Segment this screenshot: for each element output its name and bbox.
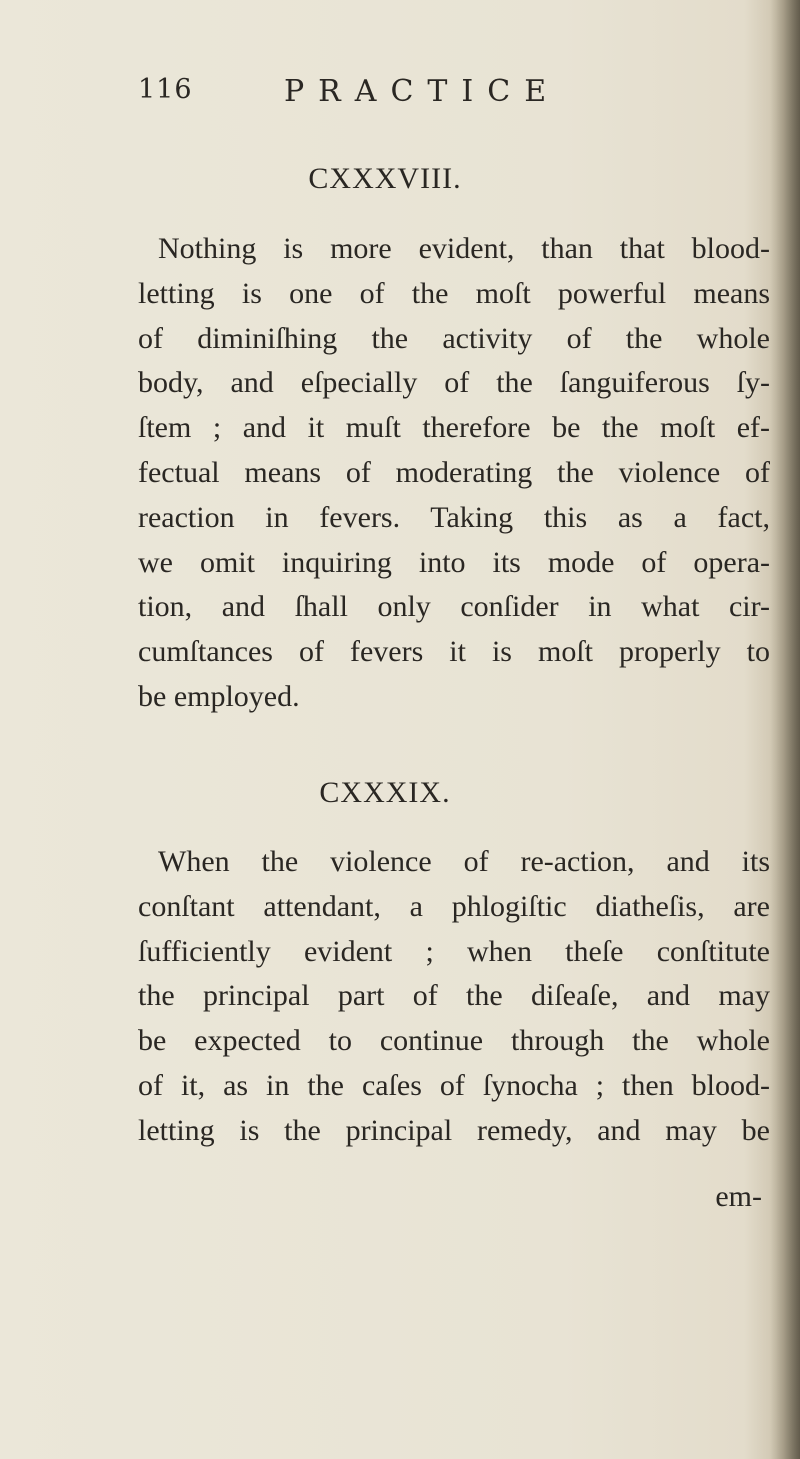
text-line: we omit inquiring into its mode of opera- (138, 545, 770, 579)
text-line: ſufficiently evident ; when theſe conſtitute (138, 934, 770, 968)
text-line: conſtant attendant, a phlogiſtic diatheſis, are (138, 889, 770, 923)
text-line: the principal part of the diſeaſe, and may (138, 979, 770, 1013)
section-number-cxxxviii: CXXXVIII. (308, 162, 462, 195)
paragraph-cxxxviii (138, 227, 770, 720)
text-line: letting is the principal remedy, and may be (138, 1113, 770, 1147)
text-line: of diminiſhing the activity of the whole (138, 321, 770, 355)
text-line: fectual means of moderating the violence of (138, 455, 770, 489)
text-line: Nothing is more evident, than that blood- (158, 232, 770, 265)
catchword: em- (715, 1180, 762, 1213)
running-head (138, 74, 638, 124)
text-line: letting is one of the moſt powerful means (138, 276, 770, 310)
text-line: be employed. (138, 679, 300, 713)
section-number-cxxxix: CXXXIX. (319, 776, 451, 809)
text-line: of it, as in the caſes of ſynocha ; then blood- (138, 1068, 770, 1102)
page-edge-shadow (770, 0, 800, 1459)
text-line: ſtem ; and it muſt therefore be the moſt ef- (138, 411, 770, 445)
text-line: reaction in fevers. Taking this as a fact, (138, 500, 770, 534)
text-line: cumſtances of fevers it is moſt properly to (138, 635, 770, 669)
paragraph-cxxxix (138, 840, 770, 1154)
page-number: 116 (138, 74, 193, 105)
running-title: PRACTICE (284, 74, 561, 109)
text-line: tion, and ſhall only conſider in what cir- (138, 590, 770, 624)
text-line: be expected to continue through the whole (138, 1024, 770, 1058)
text-line: body, and eſpecially of the ſanguiferous ſy- (138, 366, 770, 400)
text-line: When the violence of re-action, and its (158, 845, 770, 878)
